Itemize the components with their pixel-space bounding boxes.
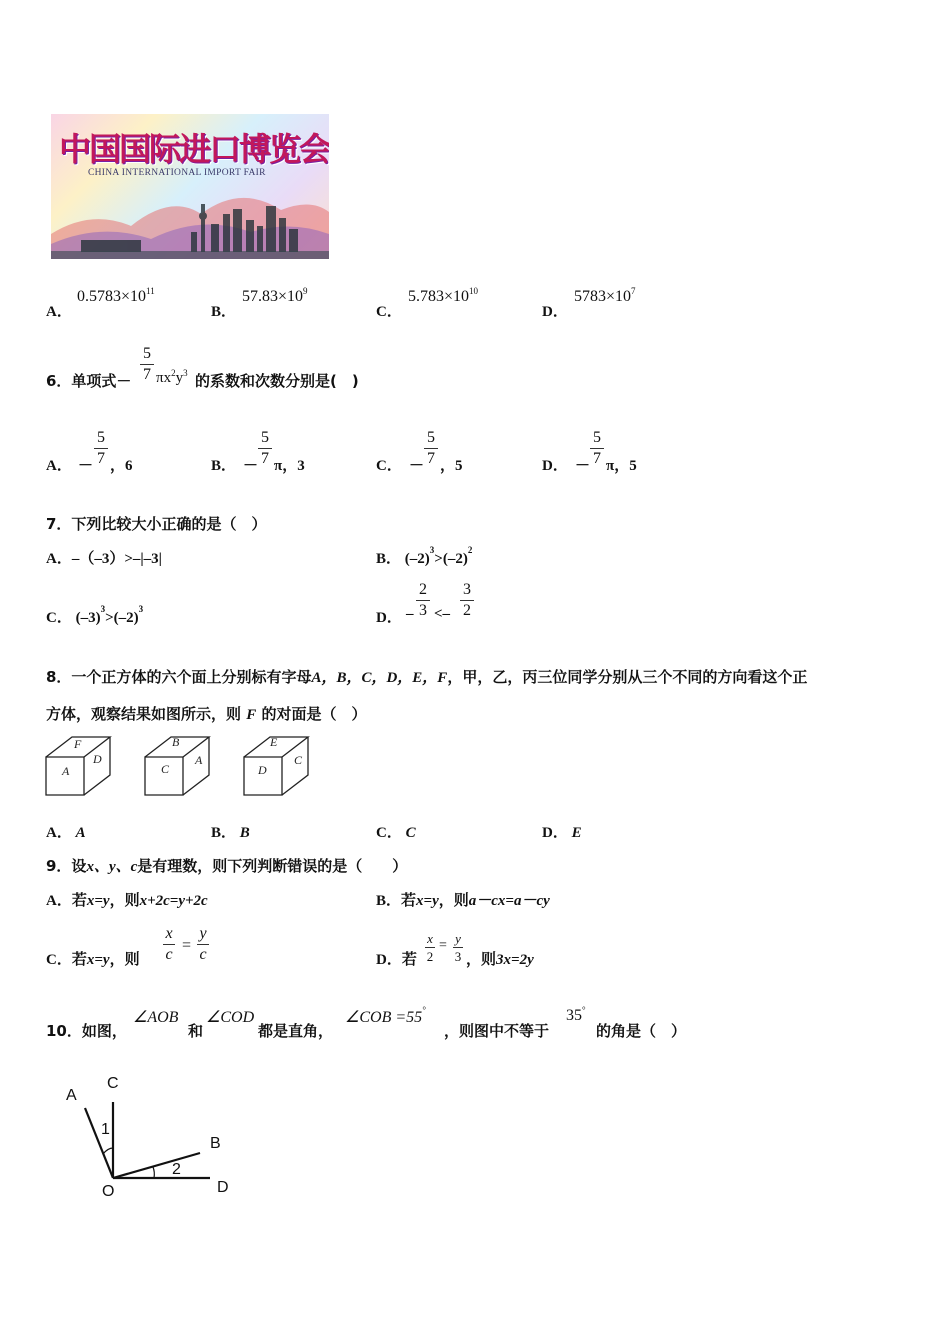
angle-2-arc	[153, 1167, 154, 1178]
cube1-front-label: A	[62, 764, 70, 778]
banner-subtitle: CHINA INTERNATIONAL IMPORT FAIR	[88, 168, 266, 178]
q8-stem-line2: 方体，观察结果如图所示，则 F 的对面是（ ）	[46, 705, 367, 723]
q10-mid: 都是直角，	[258, 1022, 334, 1040]
q9-option-a[interactable]: A．若x=y，则x+2c=y+2c	[46, 893, 208, 909]
ray-oa	[85, 1108, 113, 1178]
skyline-graphic	[51, 114, 329, 259]
q9-option-d[interactable]: D．若 x 2 = y 3 ，则3x=2y	[376, 931, 534, 968]
q7-option-b[interactable]: B． $(-2)^3>(-2)^2$	[376, 545, 473, 567]
q9-stem: 9．设x、y、c是有理数，则下列判断错误的是（ ）	[46, 857, 408, 875]
q8-option-a[interactable]: A． A	[46, 825, 86, 841]
label-angle-2: 2	[172, 1161, 181, 1178]
label-angle-1: 1	[101, 1121, 110, 1138]
q8-option-b[interactable]: B． B	[211, 825, 250, 841]
q10-suffix: 的角是（ ）	[596, 1022, 687, 1040]
q10-prefix: 10．如图，	[46, 1022, 127, 1040]
cube1-side-label: D	[93, 752, 102, 766]
q10-value: 35°	[566, 1005, 586, 1024]
q10-angle-cod: ∠COD	[206, 1009, 255, 1026]
q7-stem: 7．下列比较大小正确的是（ ）	[46, 515, 267, 533]
banner-title: 中国国际进口博览会	[59, 130, 329, 168]
q7-option-d[interactable]: D． – 2 3 <– 3 2	[376, 580, 496, 630]
q7-option-c[interactable]: C． $(-3)^3>(-2)^3$	[46, 604, 144, 626]
cube1-top-label: F	[74, 737, 82, 751]
cube2-side-label: A	[195, 753, 203, 767]
q6-fraction: 5 7	[140, 346, 154, 383]
cube3-front-label: D	[258, 763, 267, 777]
angle-figure	[60, 1068, 240, 1203]
q8-option-d[interactable]: D． E	[542, 825, 582, 841]
expo-banner-image	[51, 114, 329, 259]
cube3-side-label: C	[294, 753, 303, 767]
q9-option-c[interactable]: C．若x=y，则 x c = y c	[46, 926, 246, 976]
q7-option-a[interactable]: A．–（–3）>–|–3|	[46, 551, 162, 567]
q9-option-b[interactable]: B．若x=y，则a－cx=a－cy	[376, 893, 550, 909]
q10-angle-aob: ∠AOB	[133, 1009, 179, 1026]
cube2-front-label: C	[161, 762, 170, 776]
label-a: A	[66, 1087, 77, 1104]
q6-stem-suffix: 的系数和次数分别是( )	[195, 372, 359, 390]
q6-stem-prefix: 6．单项式－	[46, 372, 132, 390]
q8-stem-line1: 8．一个正方体的六个面上分别标有字母A，B，C，D，E，F，甲，乙，丙三位同学分别从三个不同的方向看这个正	[46, 668, 808, 686]
q10-and: 和	[188, 1022, 204, 1040]
ray-ob	[113, 1153, 200, 1178]
q6-monomial: $\pi x^2y^3$	[156, 368, 188, 386]
label-b: B	[210, 1135, 221, 1152]
label-o: O	[102, 1183, 115, 1200]
label-c: C	[107, 1075, 119, 1092]
cube2-top-label: B	[172, 735, 180, 749]
cube3-top-label: E	[270, 735, 278, 749]
q8-option-c[interactable]: C． C	[376, 825, 416, 841]
q10-after: ，则图中不等于	[444, 1022, 550, 1040]
label-d: D	[217, 1179, 229, 1196]
q10-given-angle: ∠COB =55°	[345, 1005, 426, 1026]
cube-views-figure	[44, 733, 324, 799]
angle-1-arc	[103, 1148, 113, 1154]
